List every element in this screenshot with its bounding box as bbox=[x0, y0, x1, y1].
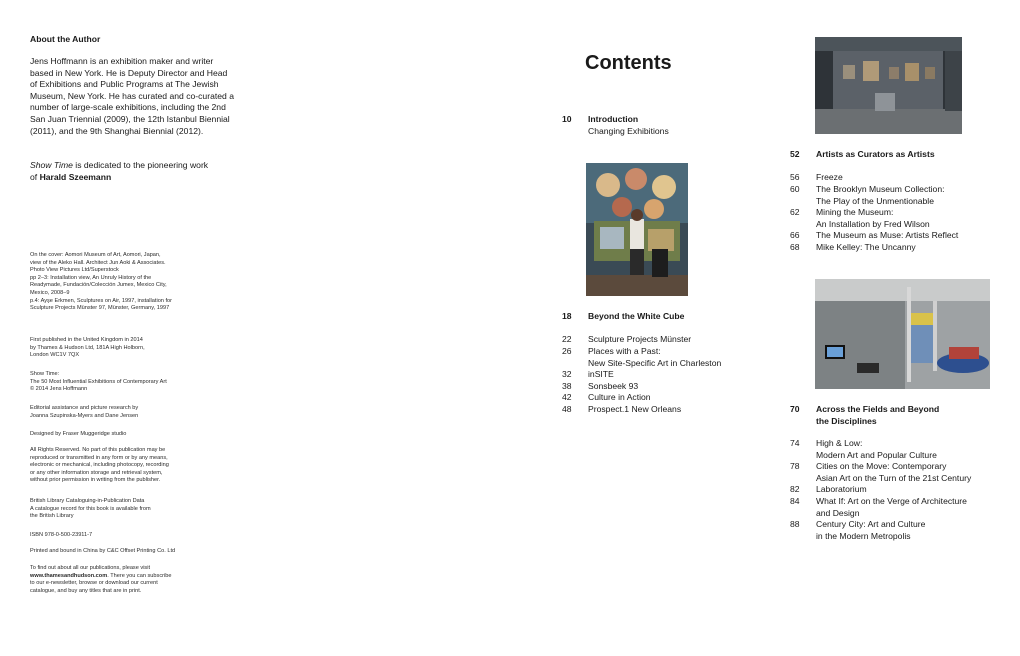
isbn: ISBN 978-0-500-23911-7 bbox=[30, 532, 93, 538]
toc-entry-title: inSITE bbox=[588, 369, 614, 379]
toc-entry-title: Places with a Past: New Site-Specific Art in Charleston bbox=[588, 346, 722, 368]
toc-entry-title: Sculpture Projects Münster bbox=[588, 334, 692, 344]
toc-page-number: 70 bbox=[790, 404, 800, 414]
toc-list-item[interactable] bbox=[562, 346, 721, 369]
toc-section-across-the-fields[interactable] bbox=[790, 404, 939, 427]
website-pre: To find out about all our publications, please visit bbox=[30, 565, 151, 571]
toc-page-number: 68 bbox=[790, 242, 800, 252]
toc-list-item[interactable] bbox=[790, 172, 843, 184]
rights-notice: All Rights Reserved. No part of this publication may be reproduced or transmitted in any form or by any means, electronic or mechanical, including photocopy, recording or any other information storage and retrieval system, without prior permission in writing from the publisher. bbox=[30, 447, 169, 484]
toc-page-number: 22 bbox=[562, 334, 572, 344]
dedication-rest: is dedicated to the pioneering work bbox=[72, 160, 209, 170]
dedication-title: Show Time bbox=[30, 160, 73, 170]
toc-section-introduction[interactable] bbox=[562, 114, 669, 137]
toc-list-item[interactable] bbox=[562, 369, 614, 381]
exhibition-photo-1 bbox=[586, 163, 688, 296]
toc-section-title: Across the Fields and Beyond the Disciplines bbox=[816, 404, 940, 426]
cover-credits: On the cover: Aomori Museum of Art, Aomori, Japan, view of the Aleko Hall. Architect Jun Aoki & Associates. Photo View Pictures Ltd/Superstock pp 2–3: Installation view, An Unruly History of the Readymade, Fundación/Colección Jumex, Mexico City, Mexico, 2008–9 p.4: Ayşe Erkmen, Sculptures on Air, 1997, installation for Sculpture Projects Münster 97, Münster, Germany, 1997 bbox=[30, 252, 172, 312]
toc-page-number: 82 bbox=[790, 484, 800, 494]
exhibition-photo-3 bbox=[815, 279, 990, 389]
toc-page-number: 18 bbox=[562, 311, 572, 321]
toc-entry-title: Cities on the Move: Contemporary Asian Art on the Turn of the 21st Century bbox=[816, 461, 972, 483]
toc-section-subtitle: Changing Exhibitions bbox=[588, 125, 669, 136]
toc-page-number: 56 bbox=[790, 172, 800, 182]
toc-section-title: Artists as Curators as Artists bbox=[816, 149, 935, 159]
toc-entry-title: Century City: Art and Culture in the Modern Metropolis bbox=[816, 519, 926, 541]
contents-title: Contents bbox=[585, 52, 672, 74]
toc-section-artists-as-curators[interactable] bbox=[790, 149, 935, 161]
website-post: . There you can subscribe to our e-newsletter, browse or download our current catalogue, and buy any titles that are in print. bbox=[30, 572, 172, 594]
publication-info: First published in the United Kingdom in 2014 by Thames & Hudson Ltd, 181A High Holborn, London WC1V 7QX bbox=[30, 337, 145, 359]
toc-page-number: 78 bbox=[790, 461, 800, 471]
toc-entry-title: Mining the Museum: An Installation by Fred Wilson bbox=[816, 207, 930, 229]
toc-page-number: 88 bbox=[790, 519, 800, 529]
toc-list-item[interactable] bbox=[790, 242, 916, 254]
toc-list-item[interactable] bbox=[790, 184, 944, 207]
toc-section-title: Beyond the White Cube bbox=[588, 311, 685, 321]
toc-page-number: 48 bbox=[562, 404, 572, 414]
toc-section-beyond-the-white-cube[interactable] bbox=[562, 311, 684, 323]
toc-list-item[interactable] bbox=[790, 207, 930, 230]
toc-list-item[interactable] bbox=[562, 404, 681, 416]
toc-entry-title: Freeze bbox=[816, 172, 843, 182]
toc-entry-title: The Brooklyn Museum Collection: The Play of the Unmentionable bbox=[816, 184, 945, 206]
toc-entry-title: The Museum as Muse: Artists Reflect bbox=[816, 230, 959, 240]
toc-list-item[interactable] bbox=[562, 334, 691, 346]
toc-entry-title: Mike Kelley: The Uncanny bbox=[816, 242, 916, 252]
toc-list-item[interactable] bbox=[790, 496, 967, 519]
toc-list-item[interactable] bbox=[562, 381, 638, 393]
toc-entry-title: Laboratorium bbox=[816, 484, 867, 494]
toc-entry-title: What If: Art on the Verge of Architecture and Design bbox=[816, 496, 967, 518]
toc-list-item[interactable] bbox=[790, 461, 971, 484]
exhibition-photo-2 bbox=[815, 37, 962, 134]
toc-page-number: 26 bbox=[562, 346, 572, 356]
dedication-name: Harald Szeemann bbox=[39, 171, 112, 182]
dedication-of: of bbox=[30, 171, 40, 182]
toc-page-number: 60 bbox=[790, 184, 800, 194]
toc-entry-title: Sonsbeek 93 bbox=[588, 381, 639, 391]
toc-entry-title: High & Low: Modern Art and Popular Culture bbox=[816, 438, 937, 460]
toc-page-number: 32 bbox=[562, 369, 572, 379]
design-credit: Designed by Fraser Muggeridge studio bbox=[30, 431, 127, 437]
website-link[interactable]: www.thamesandhudson.com bbox=[30, 572, 108, 579]
toc-page-number: 62 bbox=[790, 207, 800, 217]
toc-page-number: 42 bbox=[562, 392, 572, 402]
toc-entry-title: Culture in Action bbox=[588, 392, 651, 402]
toc-page-number: 84 bbox=[790, 496, 800, 506]
cip-data: British Library Cataloguing-in-Publication Data A catalogue record for this book is available from the British Library bbox=[30, 498, 151, 520]
book-title-copyright: Show Time: The 50 Most Influential Exhibitions of Contemporary Art © 2014 Jens Hoffmann bbox=[30, 371, 167, 393]
editorial-credits: Editorial assistance and picture research by Joanna Szupinska-Myers and Dane Jensen bbox=[30, 405, 139, 419]
toc-list-item[interactable] bbox=[562, 392, 651, 404]
toc-list-item[interactable] bbox=[790, 230, 958, 242]
dedication bbox=[30, 160, 255, 183]
toc-entry-title: Prospect.1 New Orleans bbox=[588, 404, 682, 414]
about-text: Jens Hoffmann is an exhibition maker and writer based in New York. He is Deputy Director and Head of Exhibitions and Public Programs at The Jewish Museum, New York. He has curated and co-curated a number of large-scale exhibitions, including the 2nd San Juan Triennial (2009), the 12th Istanbul Biennial (2011), and the 9th Shanghai Biennial (2012). bbox=[30, 56, 234, 136]
toc-page-number: 66 bbox=[790, 230, 800, 240]
toc-section-title: Introduction bbox=[588, 114, 639, 124]
toc-page-number: 38 bbox=[562, 381, 572, 391]
printed-info: Printed and bound in China by C&C Offset Printing Co. Ltd bbox=[30, 548, 176, 554]
toc-page-number: 10 bbox=[562, 114, 572, 124]
toc-list-item[interactable] bbox=[790, 438, 937, 461]
website-info bbox=[30, 565, 240, 595]
toc-page-number: 52 bbox=[790, 149, 800, 159]
about-heading: About the Author bbox=[30, 34, 101, 44]
toc-list-item[interactable] bbox=[790, 484, 867, 496]
toc-page-number: 74 bbox=[790, 438, 800, 448]
toc-list-item[interactable] bbox=[790, 519, 925, 542]
